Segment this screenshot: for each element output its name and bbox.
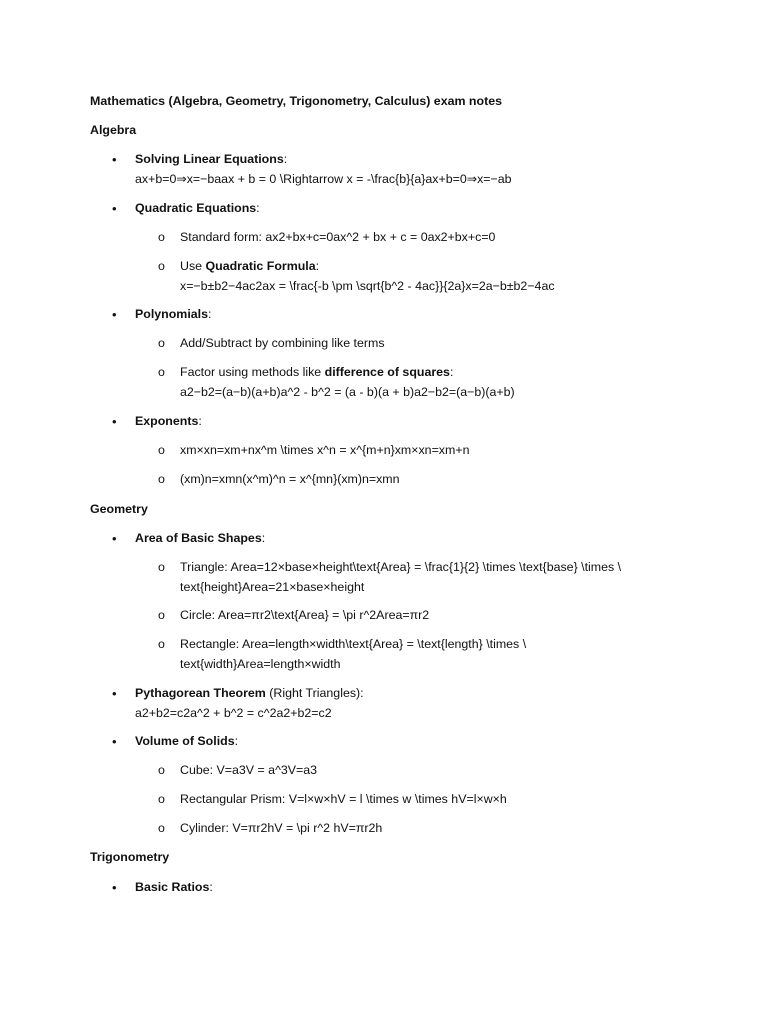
section-heading-trigonometry: Trigonometry — [90, 850, 170, 864]
sub-marker: o — [158, 443, 165, 457]
term-quadratic-equations: Quadratic Equations — [135, 201, 257, 215]
formula-difference-of-squares: a2−b2=(a−b)(a+b)a^2 - b^2 = (a - b)(a + b)a2−b2=(a−b)(a+b) — [180, 384, 515, 399]
sub-item-cube — [158, 761, 650, 781]
sub-marker: o — [158, 230, 165, 244]
cylinder-volume-text: Cylinder: V=πr2hV = \pi r^2 hV=πr2h — [180, 821, 383, 835]
colon: : — [256, 201, 260, 215]
section-heading-geometry: Geometry — [90, 502, 148, 516]
sub-marker: o — [158, 365, 165, 379]
bullet-marker: • — [112, 414, 117, 429]
term-area-shapes: Area of Basic Shapes — [135, 531, 262, 545]
bullet-marker: • — [112, 152, 117, 167]
standard-form-text: Standard form: ax2+bx+c=0ax^2 + bx + c = 0ax2+bx+c=0 — [180, 230, 496, 244]
term-basic-ratios: Basic Ratios — [135, 880, 210, 894]
term-polynomials: Polynomials — [135, 307, 208, 321]
colon: : — [261, 531, 266, 545]
sub-item-prism — [158, 790, 650, 810]
bullet-marker: • — [112, 686, 117, 701]
use-prefix: Use — [180, 259, 206, 273]
list-item-volume — [112, 732, 655, 752]
term-quadratic-formula: Quadratic Formula — [205, 259, 316, 273]
sub-marker: o — [158, 336, 165, 350]
section-heading-algebra: Algebra — [90, 123, 137, 137]
term-linear-equations: Solving Linear Equations — [135, 152, 284, 166]
bullet-marker: • — [112, 201, 117, 216]
colon: : — [208, 307, 212, 321]
prism-volume-text: Rectangular Prism: V=l×w×hV = l \times w \times hV=l×w×h — [180, 792, 507, 806]
list-item-pythagorean — [112, 684, 655, 723]
factor-prefix: Factor using methods like — [180, 365, 325, 379]
term-difference-of-squares: difference of squares — [324, 365, 450, 379]
sub-marker: o — [158, 763, 165, 777]
bullet-marker: • — [112, 734, 117, 749]
circle-area-text: Circle: Area=πr2\text{Area} = \pi r^2Area=πr2 — [180, 608, 430, 622]
list-item-polynomials — [112, 305, 655, 325]
bullet-marker: • — [112, 880, 117, 895]
sub-item-add-subtract — [158, 334, 650, 354]
list-item-linear-equations — [112, 150, 655, 189]
colon: : — [198, 414, 202, 428]
add-subtract-text: Add/Subtract by combining like terms — [180, 336, 385, 350]
sub-item-factor — [158, 363, 650, 402]
document-title: Mathematics (Algebra, Geometry, Trigonometry, Calculus) exam notes — [90, 94, 502, 108]
colon: : — [283, 152, 288, 166]
exponent-rule-product: xm×xn=xm+nx^m \times x^n = x^{m+n}xm×xn=xm+n — [180, 443, 470, 457]
pythagorean-rest: (Right Triangles): — [265, 686, 364, 700]
formula-pythagorean: a2+b2=c2a^2 + b^2 = c^2a2+b2=c2 — [135, 705, 332, 720]
sub-marker: o — [158, 608, 165, 622]
sub-item-standard-form — [158, 228, 650, 248]
sub-item-quadratic-formula — [158, 257, 650, 296]
sub-marker: o — [158, 792, 165, 806]
colon: : — [209, 880, 213, 894]
exponent-rule-power: (xm)n=xmn(x^m)^n = x^{mn}(xm)n=xmn — [180, 472, 400, 486]
bullet-marker: • — [112, 307, 117, 322]
colon: : — [449, 365, 454, 379]
rectangle-area-text: Rectangle: Area=length×width\text{Area} = \text{length} \times \ text{width}Area=length×width — [180, 637, 527, 671]
list-item-basic-ratios — [112, 878, 655, 898]
term-volume: Volume of Solids — [135, 734, 235, 748]
list-item-quadratic-equations — [112, 199, 655, 219]
sub-item-exponent-product — [158, 441, 650, 461]
term-exponents: Exponents — [135, 414, 199, 428]
term-pythagorean: Pythagorean Theorem — [135, 686, 266, 700]
formula-quadratic: x=−b±b2−4ac2ax = \frac{-b \pm \sqrt{b^2 - 4ac}}{2a}x=2a−b±b2−4ac — [180, 278, 555, 293]
colon: : — [315, 259, 320, 273]
sub-marker: o — [158, 637, 165, 651]
sub-item-circle — [158, 606, 650, 626]
sub-marker: o — [158, 560, 165, 574]
list-item-exponents — [112, 412, 655, 432]
sub-marker: o — [158, 472, 165, 486]
formula-linear: ax+b=0⇒x=−baax + b = 0 \Rightarrow x = -\frac{b}{a}ax+b=0⇒x=−ab — [135, 171, 512, 186]
sub-item-rectangle — [158, 635, 650, 674]
list-item-area-shapes — [112, 529, 655, 549]
sub-item-triangle — [158, 558, 650, 597]
colon: : — [234, 734, 239, 748]
sub-item-cylinder — [158, 819, 650, 839]
sub-item-exponent-power — [158, 470, 650, 490]
cube-volume-text: Cube: V=a3V = a^3V=a3 — [180, 763, 318, 777]
bullet-marker: • — [112, 531, 117, 546]
sub-marker: o — [158, 259, 165, 273]
sub-marker: o — [158, 821, 165, 835]
triangle-area-text: Triangle: Area=12×base×height\text{Area} = \frac{1}{2} \times \text{base} \times \ text{height}Area=21×base×height — [180, 560, 622, 594]
